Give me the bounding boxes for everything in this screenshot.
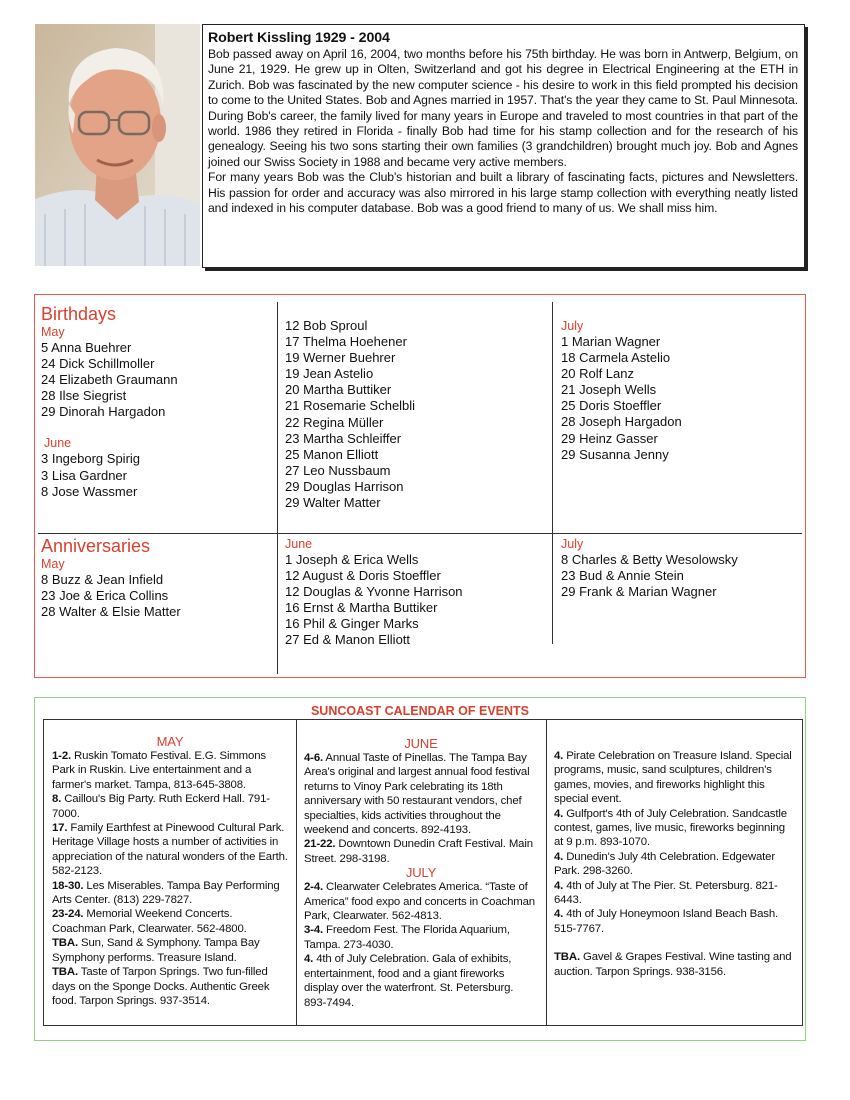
anniversaries-column-1 xyxy=(41,536,273,620)
birthday-entry: 12 Bob Sproul xyxy=(285,318,368,333)
event-item xyxy=(554,879,794,908)
event-date: TBA. xyxy=(554,951,580,964)
calendar-column-july xyxy=(546,720,802,1025)
event-date: 18-30. xyxy=(52,879,84,892)
event-item xyxy=(554,850,794,879)
calendar-title: SUNCOAST CALENDAR OF EVENTS xyxy=(310,704,530,718)
calendar-box xyxy=(34,697,806,1041)
event-text: Les Miserables. Tampa Bay Performing Arts Center. (813) 229-7827. xyxy=(52,879,280,907)
anniversary-entry: 27 Ed & Manon Elliott xyxy=(285,632,411,648)
month-label: July xyxy=(561,537,584,551)
event-date: TBA. xyxy=(52,937,78,950)
portrait-photo xyxy=(35,24,200,266)
event-item xyxy=(554,749,794,807)
column-divider xyxy=(552,534,553,644)
birthday-entry: 17 Thelma Hoehener xyxy=(285,334,407,350)
column-divider xyxy=(277,302,278,674)
birthday-entry: 21 Joseph Wells xyxy=(561,382,657,398)
birthdays-column-2 xyxy=(285,318,547,511)
obituary-box xyxy=(202,24,805,268)
birthday-entry: 28 Joseph Hargadon xyxy=(561,414,682,430)
birthday-entry: 28 Ilse Siegrist xyxy=(41,388,127,404)
event-item xyxy=(52,936,288,965)
anniversary-entry: 8 Charles & Betty Wesolowsky xyxy=(561,552,738,567)
anniversary-entry: 16 Ernst & Martha Buttiker xyxy=(285,600,438,616)
event-text: 4th of July at The Pier. St. Petersburg. 821-6443. xyxy=(554,879,778,907)
event-item xyxy=(52,749,288,792)
event-date: 2-4. xyxy=(304,881,324,894)
column-divider xyxy=(296,720,297,1025)
event-date: 17. xyxy=(52,822,68,835)
birthday-entry: 20 Rolf Lanz xyxy=(561,366,634,382)
birthday-entry: 3 Lisa Gardner xyxy=(41,467,127,483)
column-divider xyxy=(546,720,547,1025)
event-item xyxy=(52,879,288,908)
event-item xyxy=(304,837,538,866)
event-item xyxy=(554,807,794,850)
event-date: 21-22. xyxy=(304,838,336,851)
event-item xyxy=(554,950,794,979)
event-date: 23-24. xyxy=(52,908,84,921)
event-item xyxy=(304,952,538,1010)
event-text: Freedom Fest. The Florida Aquarium, Tampa. 273-4030. xyxy=(304,924,510,951)
event-text: Family Earthfest at Pinewood Cultural Park. Heritage Village hosts a number of activities in appreciation of the natural wonders of the Earth. 582-2123. xyxy=(52,822,288,878)
birthdays-anniversaries-box xyxy=(34,294,806,678)
event-text: Downtown Dunedin Craft Festival. Main Street. 298-3198. xyxy=(304,838,533,865)
anniversary-entry: 23 Joe & Erica Collins xyxy=(41,588,169,604)
event-item xyxy=(52,965,288,1008)
event-date: 3-4. xyxy=(304,924,324,937)
event-date: 4. xyxy=(554,908,564,921)
anniversaries-column-2 xyxy=(285,536,547,649)
month-label: May xyxy=(41,325,65,339)
event-date: 4-6. xyxy=(304,752,324,764)
event-text: Dunedin's July 4th Celebration. Edgewater Park. 298-3260. xyxy=(554,850,775,878)
event-text: Gavel & Grapes Festival. Wine tasting and auction. Tarpon Springs. 938-3156. xyxy=(554,951,792,978)
birthday-entry: 29 Walter Matter xyxy=(285,495,381,511)
event-text: Gulfport's 4th of July Celebration. Sandcastle contest, games, live music, fireworks beginning at 9 p.m. 893-1070. xyxy=(554,807,787,849)
birthday-entry: 8 Jose Wassmer xyxy=(41,483,138,499)
birthday-entry: 5 Anna Buehrer xyxy=(41,340,132,355)
birthday-entry: 24 Dick Schillmoller xyxy=(41,356,155,372)
event-date: 1-2. xyxy=(52,750,72,762)
birthday-entry: 20 Martha Buttiker xyxy=(285,382,392,398)
birthdays-column-3 xyxy=(561,318,801,463)
birthday-entry: 3 Ingeborg Spirig xyxy=(41,451,141,467)
birthday-entry: 25 Manon Elliott xyxy=(285,446,379,462)
event-item xyxy=(304,880,538,923)
event-text: Annual Taste of Pinellas. The Tampa Bay Area's original and largest annual food festival returns to Vinoy Park celebrating its 18th anniversary with 50 restaurant vendors, chef specialties, kids activities throughout the weekend and concerts. 892-4193. xyxy=(304,752,530,837)
event-date: 8. xyxy=(52,793,62,806)
birthday-entry: 22 Regina Müller xyxy=(285,414,384,430)
birthdays-column-1 xyxy=(41,304,273,500)
obituary-title: Robert Kissling 1929 - 2004 xyxy=(208,30,390,46)
event-item xyxy=(304,751,538,837)
event-date: 4. xyxy=(554,879,564,892)
month-label: May xyxy=(41,557,65,571)
event-text: Sun, Sand & Symphony. Tampa Bay Symphony performs. Treasure Island. xyxy=(52,937,260,964)
event-item xyxy=(554,907,794,936)
event-date: 4. xyxy=(554,850,564,863)
event-text: Pirate Celebration on Treasure Island. Special programs, music, sand sculptures, children's games, movies, and fireworks highlight this special event. xyxy=(554,750,792,806)
event-date: 4. xyxy=(304,953,314,966)
month-heading: JULY xyxy=(405,865,437,881)
calendar-column-june-july xyxy=(296,720,546,1025)
obituary-paragraph: Bob passed away on April 16, 2004, two months before his 75th birthday. He was born in Antwerp, Belgium, on June 21, 1929. He grew up in Olten, Switzerland and got his degree in Electrical Engineering at the ETH in Zurich. Bob was fascinated by the new computer science - his desire to work in this field prompted his decision to come to the United States. Bob and Agnes married in 1957. That's the year they came to St. Paul Minnesota. During Bob's career, the family lived for many years in Europe and traveled to most countries in that part of the world. 1986 they retired in Florida - finally Bob had time for his stamp collection and for the research of his genealogy. Seeing his two sons starting their own families (3 grandchildren) brought much joy. Bob and Agnes joined our Swiss Society in 1988 and became very active members. xyxy=(208,47,798,169)
birthday-entry: 1 Marian Wagner xyxy=(561,334,661,349)
birthday-entry: 21 Rosemarie Schelbli xyxy=(285,398,416,414)
birthdays-title: Birthdays xyxy=(41,304,117,324)
event-text: Caillou's Big Party. Ruth Eckerd Hall. 791-7000. xyxy=(52,793,270,820)
event-item xyxy=(52,792,288,821)
anniversary-entry: 29 Frank & Marian Wagner xyxy=(561,584,717,600)
anniversary-entry: 12 August & Doris Stoeffler xyxy=(285,568,441,584)
column-divider xyxy=(552,302,553,534)
anniversary-entry: 16 Phil & Ginger Marks xyxy=(285,616,419,632)
birthday-entry: 23 Martha Schleiffer xyxy=(285,430,402,446)
birthday-entry: 29 Douglas Harrison xyxy=(285,478,404,494)
event-text: Memorial Weekend Concerts. Coachman Park, Clearwater. 562-4800. xyxy=(52,908,247,935)
anniversary-entry: 28 Walter & Elsie Matter xyxy=(41,604,181,620)
month-label: June xyxy=(285,537,313,551)
birthday-entry: 29 Heinz Gasser xyxy=(561,430,658,446)
birthday-entry: 29 Susanna Jenny xyxy=(561,446,669,462)
anniversary-entry: 8 Buzz & Jean Infield xyxy=(41,572,164,587)
birthday-entry: 29 Dinorah Hargadon xyxy=(41,404,166,420)
obituary-paragraph: For many years Bob was the Club's historian and built a library of fascinating facts, pictures and Newsletters. His passion for order and accuracy was also mirrored in his large stamp collection with everything neatly listed and indexed in his computer database. Bob was a good friend to many of us. We shall miss him. xyxy=(208,170,798,216)
calendar-column-may xyxy=(44,720,296,1025)
birthdays-grid xyxy=(38,302,802,674)
birthday-entry: 19 Werner Buehrer xyxy=(285,350,396,366)
event-text: 4th of July Honeymoon Island Beach Bash. 515-7767. xyxy=(554,908,779,935)
birthday-entry: 19 Jean Astelio xyxy=(285,366,374,382)
anniversaries-column-3 xyxy=(561,536,801,600)
event-text: 4th of July Celebration. Gala of exhibits, entertainment, food and a giant fireworks display over the waterfront. St. Petersburg. 893-7494. xyxy=(304,953,514,1009)
event-item xyxy=(52,821,288,879)
event-date: 4. xyxy=(554,750,564,762)
anniversary-entry: 12 Douglas & Yvonne Harrison xyxy=(285,584,463,600)
month-label: June xyxy=(44,436,72,451)
birthday-entry: 25 Doris Stoeffler xyxy=(561,398,662,414)
anniversary-entry: 23 Bud & Annie Stein xyxy=(561,568,684,584)
event-text: Ruskin Tomato Festival. E.G. Simmons Park in Ruskin. Live entertainment and a farmer's market. Tampa, 813-645-3808. xyxy=(52,750,266,791)
birthday-entry: 18 Carmela Astelio xyxy=(561,350,671,366)
anniversary-entry: 1 Joseph & Erica Wells xyxy=(285,552,419,567)
month-heading: JUNE xyxy=(404,736,438,751)
event-text: Taste of Tarpon Springs. Two fun-filled days on the Sponge Docks. Authentic Greek food. Tarpon Springs. 937-3514. xyxy=(52,966,270,1007)
birthday-entry: 27 Leo Nussbaum xyxy=(285,462,391,478)
anniversaries-title: Anniversaries xyxy=(41,536,151,556)
event-text: Clearwater Celebrates America. “Taste of America” food expo and concerts in Coachman Park, Clearwater. 562-4813. xyxy=(304,881,535,923)
event-item xyxy=(52,907,288,936)
event-item xyxy=(304,923,538,952)
event-date: TBA. xyxy=(52,966,78,979)
event-date: 4. xyxy=(554,807,564,820)
calendar-grid xyxy=(43,719,803,1026)
birthday-entry: 24 Elizabeth Graumann xyxy=(41,372,178,388)
month-heading: MAY xyxy=(156,734,184,749)
row-divider xyxy=(38,533,802,534)
month-label: July xyxy=(561,319,584,333)
